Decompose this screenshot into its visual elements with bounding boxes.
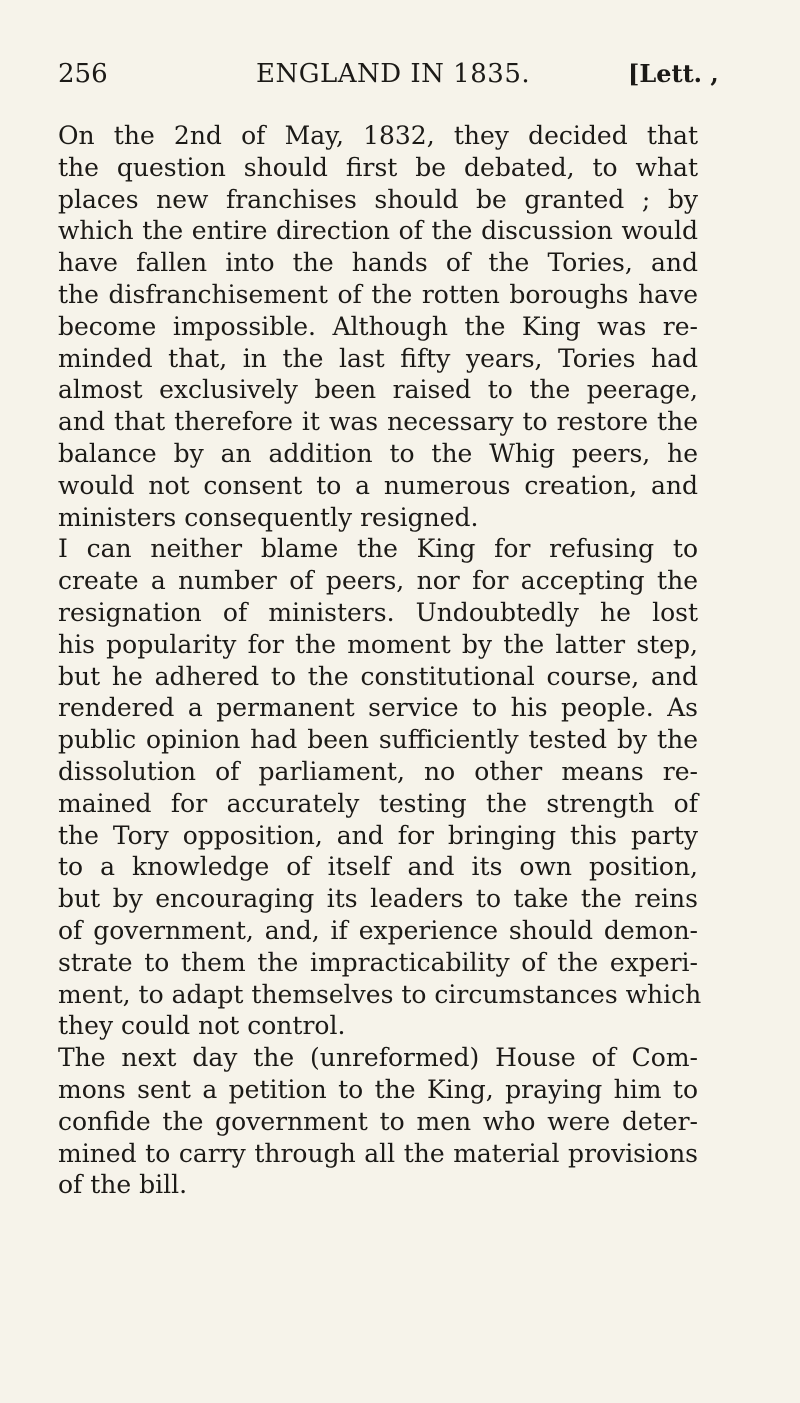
text-line: strate to them the impracticability of the experi-: [58, 947, 698, 977]
text-line: the question should first be debated, to what: [58, 152, 698, 182]
text-line: The next day the (unreformed) House of Com-: [58, 1043, 698, 1073]
text-line: ment, to adapt themselves to circumstances which: [58, 979, 702, 1009]
running-head: [58, 54, 794, 94]
text-line: confide the government to men who were deter-: [58, 1106, 698, 1136]
text-line: become impossible. Although the King was re-: [58, 311, 698, 341]
text-line: rendered a permanent service to his people. As: [58, 693, 698, 723]
text-line: they could not control.: [58, 1011, 346, 1041]
text-line: but he adhered to the constitutional course, and: [58, 661, 698, 691]
text-line: balance by an addition to the Whig peers, he: [58, 438, 698, 468]
text-line: almost exclusively been raised to the peerage,: [58, 375, 698, 405]
text-line: to a knowledge of itself and its own position,: [58, 852, 698, 882]
text-line: the disfranchisement of the rotten boroughs have: [58, 279, 698, 309]
text-line: create a number of peers, nor for accepting the: [58, 566, 698, 596]
text-line: mained for accurately testing the strength of: [58, 788, 698, 818]
text-line: of the bill.: [58, 1170, 188, 1200]
text-line: dissolution of parliament, no other means re-: [58, 756, 698, 786]
body-text: [58, 120, 702, 1201]
text-line: ministers consequently resigned.: [58, 502, 479, 532]
text-line: his popularity for the moment by the latter step,: [58, 629, 698, 659]
text-line: public opinion had been sufficiently tested by the: [58, 725, 698, 755]
text-line: which the entire direction of the discussion would: [58, 216, 698, 246]
text-line: mined to carry through all the material provisions: [58, 1138, 698, 1168]
text-line: of government, and, if experience should demon-: [58, 915, 698, 945]
text-line: the Tory opposition, and for bringing this party: [58, 820, 698, 850]
text-line: minded that, in the last fifty years, Tories had: [58, 343, 698, 373]
text-line: On the 2nd of May, 1832, they decided that: [58, 121, 698, 150]
text-line: mons sent a petition to the King, praying him to: [58, 1074, 698, 1104]
text-line: resignation of ministers. Undoubtedly he lost: [58, 597, 698, 627]
text-line: but by encouraging its leaders to take the reins: [58, 884, 698, 914]
text-line: would not consent to a numerous creation, and: [58, 470, 698, 500]
running-section: [Lett. ,: [628, 59, 719, 88]
text-line: places new franchises should be granted ; by: [58, 184, 698, 214]
running-title: ENGLAND IN 1835.: [256, 59, 531, 89]
page-number: 256: [58, 59, 108, 89]
text-line: have fallen into the hands of the Tories, and: [58, 248, 698, 278]
text-line: I can neither blame the King for refusing to: [58, 534, 698, 564]
text-line: and that therefore it was necessary to restore the: [58, 407, 698, 437]
